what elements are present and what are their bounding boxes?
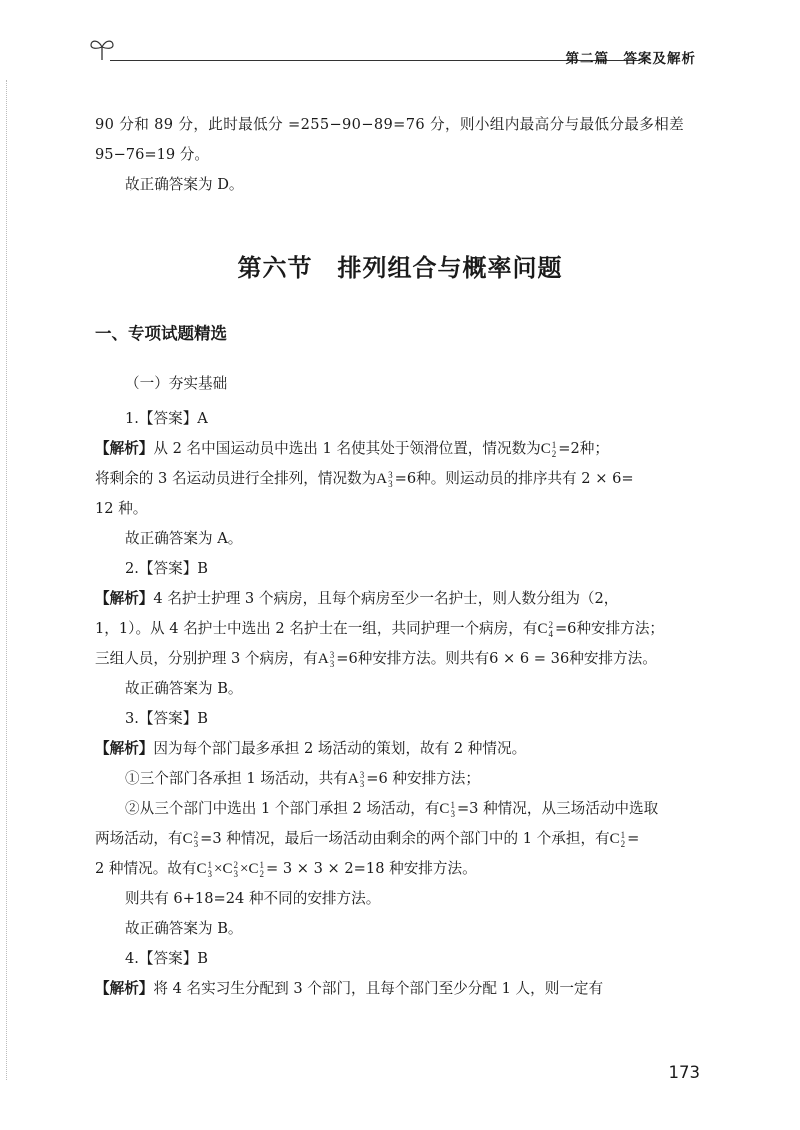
combination-formula: C 1 3 — [439, 800, 455, 819]
answer-line: 故正确答案为 B。 — [125, 680, 243, 697]
answer-number: 4.【答案】B — [125, 950, 209, 967]
answer-line: 故正确答案为 A。 — [125, 530, 243, 547]
answer-number: 2.【答案】B — [125, 560, 209, 577]
running-header — [88, 30, 700, 70]
subsection-title: 一、专项试题精选 — [95, 324, 227, 343]
answer-heading — [95, 944, 700, 974]
answer-heading — [95, 704, 700, 734]
analysis-line: 【解析】4 名护士护理 3 个病房，且每个病房至少一名护士，则人数分组为（2， — [95, 590, 619, 607]
analysis-line: 【解析】从 2 名中国运动员中选出 1 名使其处于领滑位置，情况数为C 1 2 =2种； — [95, 440, 609, 459]
analysis-line: ②从三个部门中选出 1 个部门承担 2 场活动，有C 1 3 =3 种情况，从三场活动中选取 — [125, 800, 659, 819]
combination-formula: C 1 2 — [609, 830, 626, 849]
analysis-label: 【解析】 — [95, 590, 154, 607]
combination-formula: C 2 3 — [182, 830, 199, 849]
permutation-formula: A 3 3 — [317, 650, 335, 669]
analysis-line: 则共有 6+18=24 种不同的安排方法。 — [125, 890, 381, 907]
analysis-line: 【解析】因为每个部门最多承担 2 场活动的策划，故有 2 种情况。 — [95, 740, 527, 757]
analysis-line: 三组人员，分别护理 3 个病房，有A 3 3 =6种安排方法。则共有6 × 6 = 36种安排方法。 — [95, 650, 657, 669]
answer-line: 故正确答案为 B。 — [125, 920, 243, 937]
answer-heading — [95, 554, 700, 584]
page-number: 173 — [668, 1063, 700, 1082]
header-title: 第二篇 答案及解析 — [565, 51, 696, 67]
analysis-line: 2 种情况。故有C 1 3 ×C 2 3 ×C 1 2 = 3 × 3 × 2=18 种安排方法。 — [95, 860, 477, 879]
analysis-line: 将剩余的 3 名运动员进行全排列，情况数为A 3 3 =6种。则运动员的排序共有 2 × 6= — [95, 470, 634, 489]
analysis-label: 【解析】 — [95, 740, 154, 757]
analysis-label: 【解析】 — [95, 440, 154, 457]
answer-heading — [95, 404, 700, 434]
combination-formula: C 2 4 — [537, 620, 553, 639]
answer-number: 3.【答案】B — [125, 710, 209, 727]
intro-answer: 故正确答案为 D。 — [125, 176, 244, 193]
analysis-label: 【解析】 — [95, 980, 154, 997]
intro-block — [95, 110, 700, 200]
sprout-icon — [88, 36, 116, 62]
combination-formula: C 1 2 — [540, 440, 557, 459]
subsubsection-title: （一）夯实基础 — [125, 375, 228, 392]
answers-block — [95, 404, 700, 1004]
analysis-line: 两场活动，有C 2 3 =3 种情况，最后一场活动由剩余的两个部门中的 1 个承担，有C 1 2 = — [95, 830, 640, 849]
permutation-formula: A 3 3 — [347, 770, 365, 789]
answer-number: 1.【答案】A — [125, 410, 208, 427]
analysis-line: 【解析】将 4 名实习生分配到 3 个部门，且每个部门至少分配 1 人，则一定有 — [95, 980, 604, 997]
product-formula: C 1 3 ×C 2 3 ×C 1 2 — [196, 860, 264, 879]
analysis-line: 1，1）。从 4 名护士中选出 2 名护士在一组，共同护理一个病房，有C 2 4 =6种安排方法； — [95, 620, 665, 639]
intro-line: 90 分和 89 分，此时最低分 =255−90−89=76 分，则小组内最高分与最低分最多相差 — [95, 116, 685, 133]
intro-line: 95−76=19 分。 — [95, 146, 209, 163]
analysis-line: ①三个部门各承担 1 场活动，共有A 3 3 =6 种安排方法； — [125, 770, 480, 789]
header-rule — [110, 60, 640, 61]
binding-margin — [6, 80, 7, 1080]
permutation-formula: A 3 3 — [376, 470, 393, 489]
section-title: 第六节 排列组合与概率问题 — [237, 254, 563, 282]
analysis-line: 12 种。 — [95, 500, 148, 517]
